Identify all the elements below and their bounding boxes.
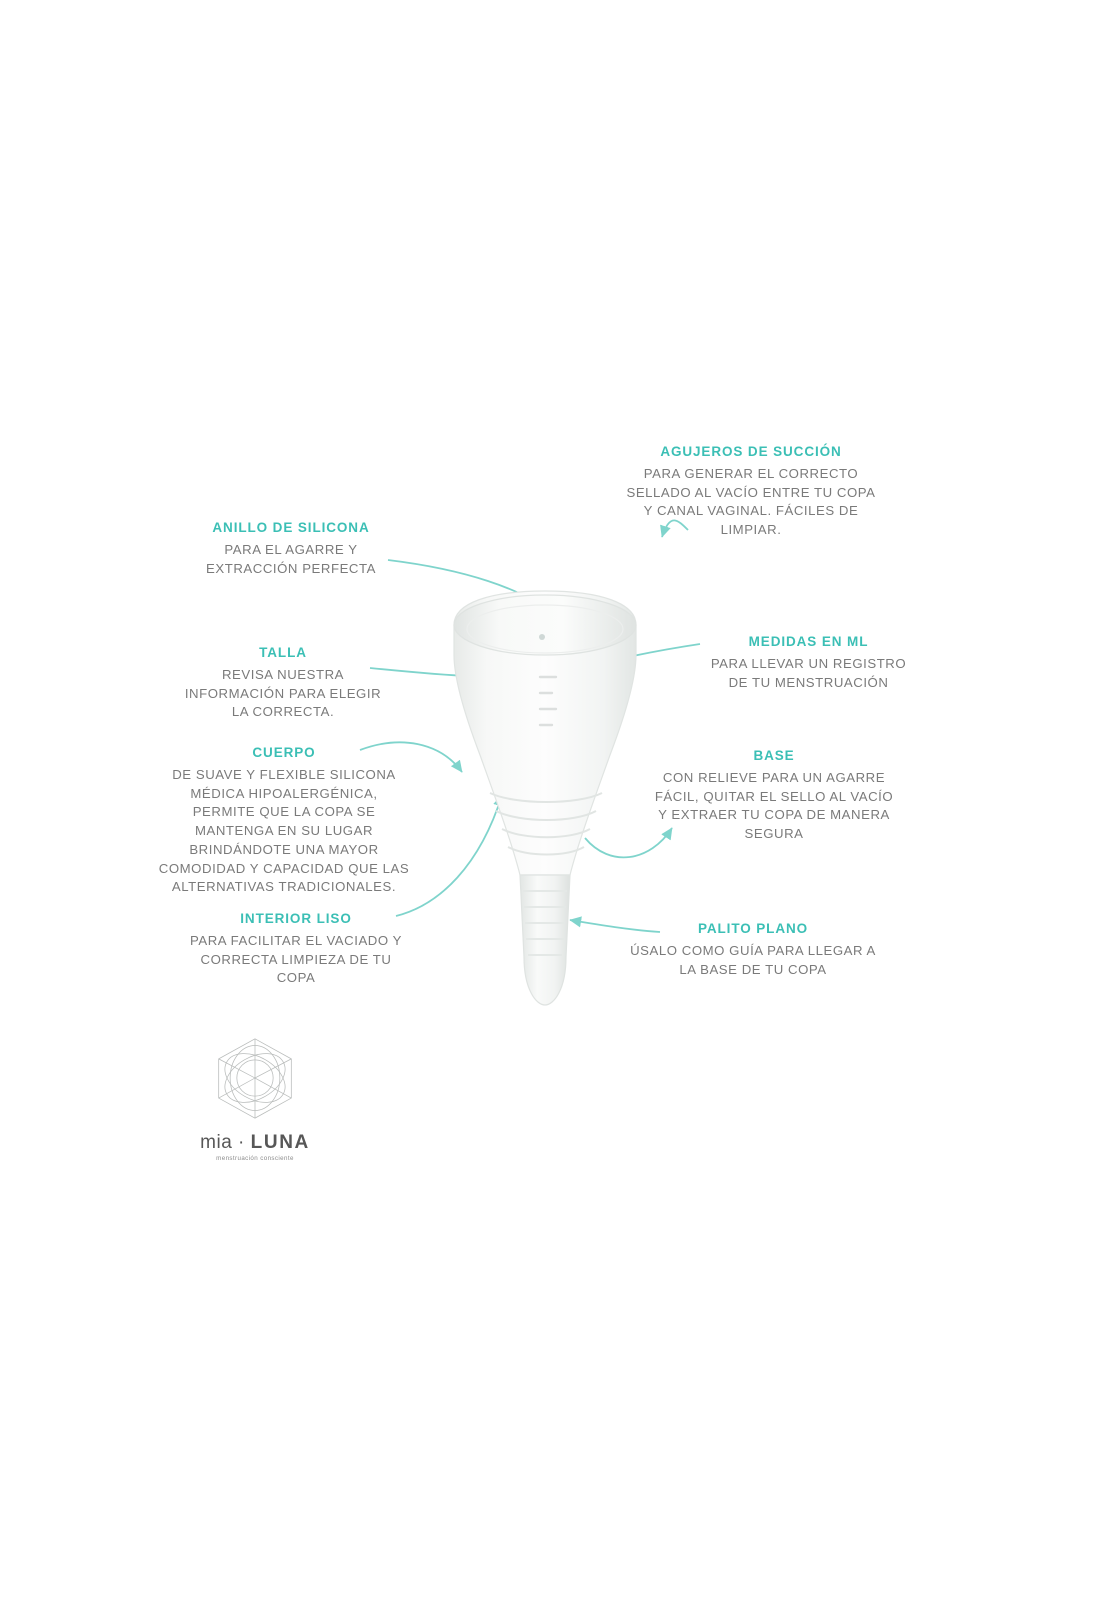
suction-hole-icon bbox=[539, 634, 545, 640]
annotation-size bbox=[180, 645, 386, 722]
annotation-body: PARA LLEVAR UN REGISTRO DE TU MENSTRUACIÓN bbox=[710, 655, 907, 690]
annotation-body: ÚSALO COMO GUÍA PARA LLEGAR A LA BASE DE TU COPA bbox=[630, 942, 876, 977]
cup-rim-ring bbox=[454, 595, 636, 655]
brand-prefix: mia · bbox=[200, 1132, 245, 1153]
annotation-body: PARA EL AGARRE Y EXTRACCIÓN PERFECTA bbox=[206, 541, 376, 576]
annotation-body: REVISA NUESTRA INFORMACIÓN PARA ELEGIR LA CORRECTA. bbox=[184, 666, 382, 720]
annotation-title: MEDIDAS EN ML bbox=[748, 634, 869, 649]
annotation-body: DE SUAVE Y FLEXIBLE SILICONA MÉDICA HIPOALERGÉNICA, PERMITE QUE LA COPA SE MANTENGA EN SU LUGAR BRINDÁNDOTE UNA MAYOR COMODIDAD Y CAPACIDAD QUE LAS ALTERNATIVAS TRADICIONALES. bbox=[158, 766, 410, 895]
annotation-title: INTERIOR LISO bbox=[240, 911, 352, 926]
annotation-title: AGUJEROS DE SUCCIÓN bbox=[660, 444, 842, 459]
annotation-silicone-ring bbox=[196, 520, 386, 578]
annotation-base bbox=[654, 748, 894, 844]
annotation-suction-holes bbox=[626, 444, 876, 540]
annotation-title: ANILLO DE SILICONA bbox=[212, 520, 370, 535]
geometric-flower-of-life-icon bbox=[207, 1035, 303, 1121]
brand-tagline: menstruación consciente bbox=[216, 1155, 294, 1162]
annotation-flat-stick bbox=[626, 921, 880, 979]
annotation-body: PARA FACILITAR EL VACIADO Y CORRECTA LIMPIEZA DE TU COPA bbox=[190, 932, 402, 986]
brand-wordmark bbox=[180, 1132, 330, 1154]
annotation-body: PARA GENERAR EL CORRECTO SELLADO AL VACÍO ENTRE TU COPA Y CANAL VAGINAL. FÁCILES DE LIMPIAR. bbox=[626, 465, 876, 538]
annotation-body-part bbox=[158, 745, 410, 897]
brand-logo bbox=[180, 1035, 330, 1162]
brand-name: LUNA bbox=[250, 1132, 310, 1153]
annotation-body: CON RELIEVE PARA UN AGARRE FÁCIL, QUITAR EL SELLO AL VACÍO Y EXTRAER TU COPA DE MANERA SEGURA bbox=[654, 769, 894, 842]
annotation-smooth-interior bbox=[190, 911, 402, 988]
annotation-title: CUERPO bbox=[252, 745, 316, 760]
annotation-title: TALLA bbox=[259, 645, 307, 660]
annotation-title: PALITO PLANO bbox=[697, 921, 809, 936]
annotation-title: BASE bbox=[753, 748, 795, 763]
annotation-ml-measures bbox=[706, 634, 911, 692]
